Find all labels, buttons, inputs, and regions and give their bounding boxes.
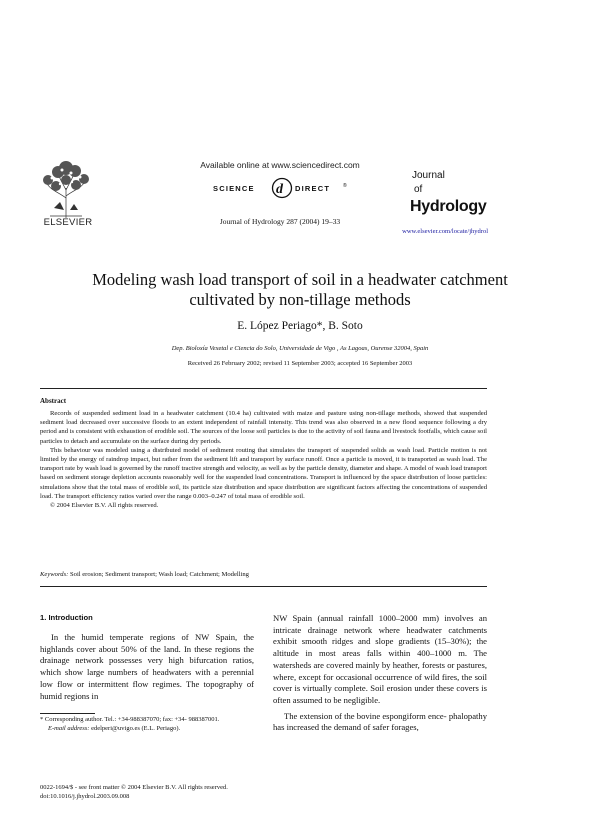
- page-footer: [40, 784, 340, 802]
- footnote-rule: [40, 713, 95, 714]
- email-label: E-mail address:: [48, 724, 90, 732]
- abstract-paragraph-1: Records of suspended sediment load in a headwater catchment (10.4 ha) cultivated with maize and pasture using non-tillage methods, showed that suspended sediment load decreased over successive floods to an extent independent of rainfall intensity. This trend was also observed in a new flood sequence following a dry period and is consistent with exhaustion of erodible soil. The sources of the loose soil particles is due to the activity of soil fauna and livestock footfalls, which cause soil particles to detach and accumulate on the surface during dry periods.: [40, 410, 487, 445]
- journal-url-link[interactable]: www.elsevier.com/locate/jhydrol: [402, 228, 488, 235]
- intro-left-paragraph: In the humid temperate regions of NW Spain, the highlands cover about 50% of the land. In these regions the drainage network possesses very high bifurcation ratios, which show large numbers of headwaters with a perennial low flow or intermittent flow regimes. The topography of humid regions in: [40, 632, 254, 701]
- keywords-label: Keywords:: [40, 571, 69, 578]
- corresponding-author-note: * Corresponding author. Tel.: +34-988387070; fax: +34- 988387001.: [40, 716, 220, 723]
- intro-right-paragraph-1: NW Spain (annual rainfall 1000–2000 mm) involves an intricate drainage network where headwater catchments exhibit smooth ridges and slope gradients (15–30%); the altitude in most areas falls within 400–1000 m. The watersheds are covered mainly by heather, forests or pastures, where, except for occasional occurrence of wild fires, the soil cover is virtually complete. Soil erosion under these covers is often assumed to be negligible.: [273, 613, 487, 705]
- author-affiliation: Dep. Bioloxía Vexetal e Ciencia do Solo, Universidade de Vigo , As Lagoas, Ourense 32004, Spain: [171, 345, 429, 352]
- journal-logo-line1: Journal: [412, 170, 445, 181]
- keywords-list: Soil erosion; Sediment transport; Wash load; Catchment; Modelling: [68, 571, 249, 578]
- abstract-bottom-rule: [40, 586, 487, 587]
- journal-logo-line2: of: [414, 184, 423, 195]
- sciencedirect-logo: [205, 173, 355, 203]
- abstract-copyright: © 2004 Elsevier B.V. All rights reserved.: [50, 502, 159, 510]
- abstract-body: [40, 409, 487, 510]
- abstract-heading: Abstract: [40, 397, 67, 405]
- email-address: edelperi@uvigo.es (E.L. Periago).: [89, 724, 181, 732]
- doi-line: doi:10.1016/j.jhydrol.2003.09.008: [40, 792, 130, 800]
- svg-text:SCIENCE: SCIENCE: [213, 184, 255, 193]
- left-column: [40, 632, 254, 702]
- right-column: [273, 613, 487, 734]
- svg-text:DIRECT: DIRECT: [295, 184, 331, 193]
- journal-logo-title: Hydrology: [410, 198, 487, 215]
- svg-text:®: ®: [343, 183, 347, 189]
- issn-line: 0022-1694/$ - see front matter © 2004 Elsevier B.V. All rights reserved.: [40, 784, 228, 791]
- journal-reference: Journal of Hydrology 287 (2004) 19–33: [219, 217, 341, 226]
- elsevier-tree-logo: [40, 158, 92, 220]
- abstract-top-rule: [40, 388, 487, 389]
- received-dates: Received 26 February 2002; revised 11 September 2003; accepted 16 September 2003: [187, 360, 413, 367]
- sciencedirect-availability: Available online at www.sciencedirect.com: [200, 160, 360, 170]
- article-authors: E. López Periago*, B. Soto: [237, 320, 363, 332]
- publisher-name: ELSEVIER: [43, 217, 93, 228]
- keywords-line: [40, 571, 487, 578]
- footnote: [40, 716, 254, 734]
- article-title-line1: Modeling wash load transport of soil in a headwater catchment: [92, 270, 508, 289]
- svg-text:d: d: [276, 182, 283, 197]
- section-heading-introduction: 1. Introduction: [40, 613, 93, 622]
- article-title: [40, 270, 560, 310]
- article-title-line2: cultivated by non-tillage methods: [189, 290, 411, 309]
- abstract-paragraph-2: This behaviour was modeled using a distributed model of sediment routing that simulates the transport of suspended solids as wash load. Particle motion is not limited by the energy of raindrop impact, but rather from the sediment lift and transport by surface runoff. Once a particle is moved, it is transported as wash load. The transport rate by wash load is governed by the runoff tractive strength and velocity, as well as by the particle density, diameter and shape. A model of wash load transport based on sediment storage depletion accounts reasonably well for the suspended load concentrations. Transport is influenced by the space distribution of loose particles: simulations show that the total mass of erodible soil, its particle size distribution and space distribution are significant factors affecting the concentrations of suspended load. The transport efficiency ratios varied over the range 0.003–0.247 of total mass of erodible soil.: [40, 446, 487, 500]
- intro-right-paragraph-2: The extension of the bovine espongiform ence- phalopathy has increased the demand of safer forages,: [273, 710, 487, 733]
